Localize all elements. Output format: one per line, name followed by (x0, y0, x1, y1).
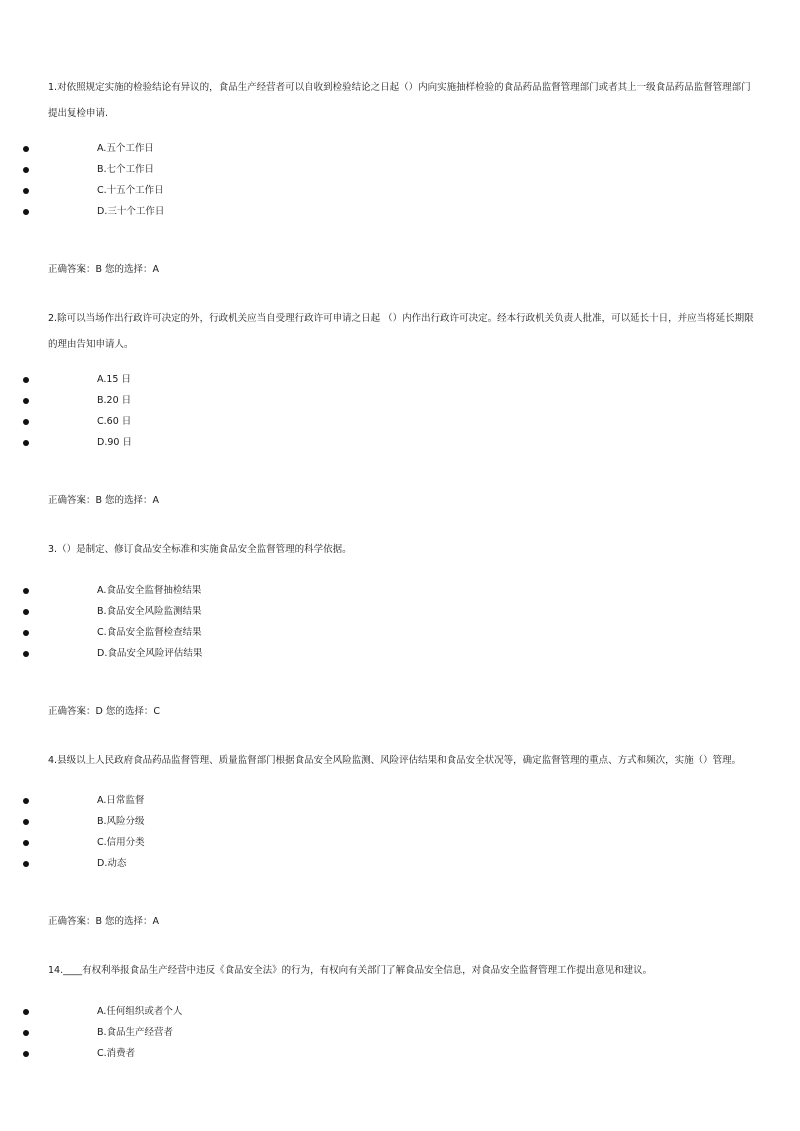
option-label: B.风险分级 (97, 816, 145, 827)
bullet-icon (23, 398, 29, 404)
option-label: A.任何组织或者个人 (97, 1006, 183, 1017)
question-4-option-c[interactable] (0, 833, 760, 853)
option-label: D.食品安全风险评估结果 (97, 648, 203, 659)
question-1-option-d[interactable] (0, 202, 760, 222)
question-14-text: 14.____有权利举报食品生产经营中违反《食品安全法》的行为，有权向有关部门了解食品安全信息，对食品安全监督管理工作提出意见和建议。 (48, 965, 653, 976)
question-2-text: 2.除可以当场作出行政许可决定的外，行政机关应当自受理行政许可申请之日起 （）内作出行政许可决定。经本行政机关负责人批准，可以延长十日，并应当将延长期限的理由告知申请人。 (48, 313, 754, 350)
question-2-option-a[interactable] (0, 370, 760, 390)
question-14-option-b[interactable] (0, 1023, 760, 1043)
bullet-icon (23, 377, 29, 383)
bullet-icon (23, 1030, 29, 1036)
option-label: C.60 日 (97, 416, 132, 427)
question-3-option-a[interactable] (0, 581, 760, 601)
bullet-icon (23, 1009, 29, 1015)
question-3-option-c[interactable] (0, 623, 760, 643)
question-1-option-a[interactable] (0, 139, 760, 159)
bullet-icon (23, 651, 29, 657)
option-label: D.动态 (97, 858, 127, 869)
option-label: C.消费者 (97, 1048, 136, 1059)
option-label: B.食品安全风险监测结果 (97, 606, 202, 617)
question-4-text: 4.县级以上人民政府食品药品监督管理、质量监督部门根据食品安全风险监测、风险评估结果和食品安全状况等，确定监督管理的重点、方式和频次，实施（）管理。 (48, 755, 742, 766)
question-4-answer: 正确答案：B 您的选择：A (48, 916, 160, 927)
question-1-option-c[interactable] (0, 181, 760, 201)
bullet-icon (23, 167, 29, 173)
question-1-answer: 正确答案：B 您的选择：A (48, 264, 160, 275)
question-3-option-d[interactable] (0, 644, 760, 664)
option-label: B.七个工作日 (97, 164, 155, 175)
option-label: C.信用分类 (97, 837, 145, 848)
question-2-option-c[interactable] (0, 412, 760, 432)
question-2-option-b[interactable] (0, 391, 760, 411)
bullet-icon (23, 440, 29, 446)
option-label: C.十五个工作日 (97, 185, 164, 196)
option-label: B.食品生产经营者 (97, 1027, 174, 1038)
bullet-icon (23, 819, 29, 825)
question-3-option-b[interactable] (0, 602, 760, 622)
option-label: A.食品安全监督抽检结果 (97, 585, 202, 596)
bullet-icon (23, 146, 29, 152)
option-label: C.食品安全监督检查结果 (97, 627, 202, 638)
option-label: B.20 日 (97, 395, 132, 406)
bullet-icon (23, 188, 29, 194)
bullet-icon (23, 861, 29, 867)
bullet-icon (23, 798, 29, 804)
bullet-icon (23, 588, 29, 594)
question-14-option-c[interactable] (0, 1044, 760, 1064)
bullet-icon (23, 609, 29, 615)
bullet-icon (23, 630, 29, 636)
bullet-icon (23, 1051, 29, 1057)
question-3-text: 3.（）是制定、修订食品安全标准和实施食品安全监督管理的科学依据。 (48, 544, 352, 555)
question-2-option-d[interactable] (0, 433, 760, 453)
question-4-option-a[interactable] (0, 791, 760, 811)
bullet-icon (23, 419, 29, 425)
option-label: D.90 日 (97, 437, 132, 448)
question-3-answer: 正确答案：D 您的选择：C (48, 706, 160, 717)
question-14-option-a[interactable] (0, 1002, 760, 1022)
option-label: D.三十个工作日 (97, 206, 165, 217)
question-4-option-d[interactable] (0, 854, 760, 874)
question-2-answer: 正确答案：B 您的选择：A (48, 495, 160, 506)
option-label: A.五个工作日 (97, 143, 154, 154)
bullet-icon (23, 209, 29, 215)
bullet-icon (23, 840, 29, 846)
option-label: A.日常监督 (97, 795, 145, 806)
question-1-option-b[interactable] (0, 160, 760, 180)
question-1-text: 1.对依照规定实施的检验结论有异议的，食品生产经营者可以自收到检验结论之日起（）内向实施抽样检验的食品药品监督管理部门或者其上一级食品药品监督管理部门提出复检申请. (48, 82, 751, 119)
question-4-option-b[interactable] (0, 812, 760, 832)
option-label: A.15 日 (97, 374, 131, 385)
